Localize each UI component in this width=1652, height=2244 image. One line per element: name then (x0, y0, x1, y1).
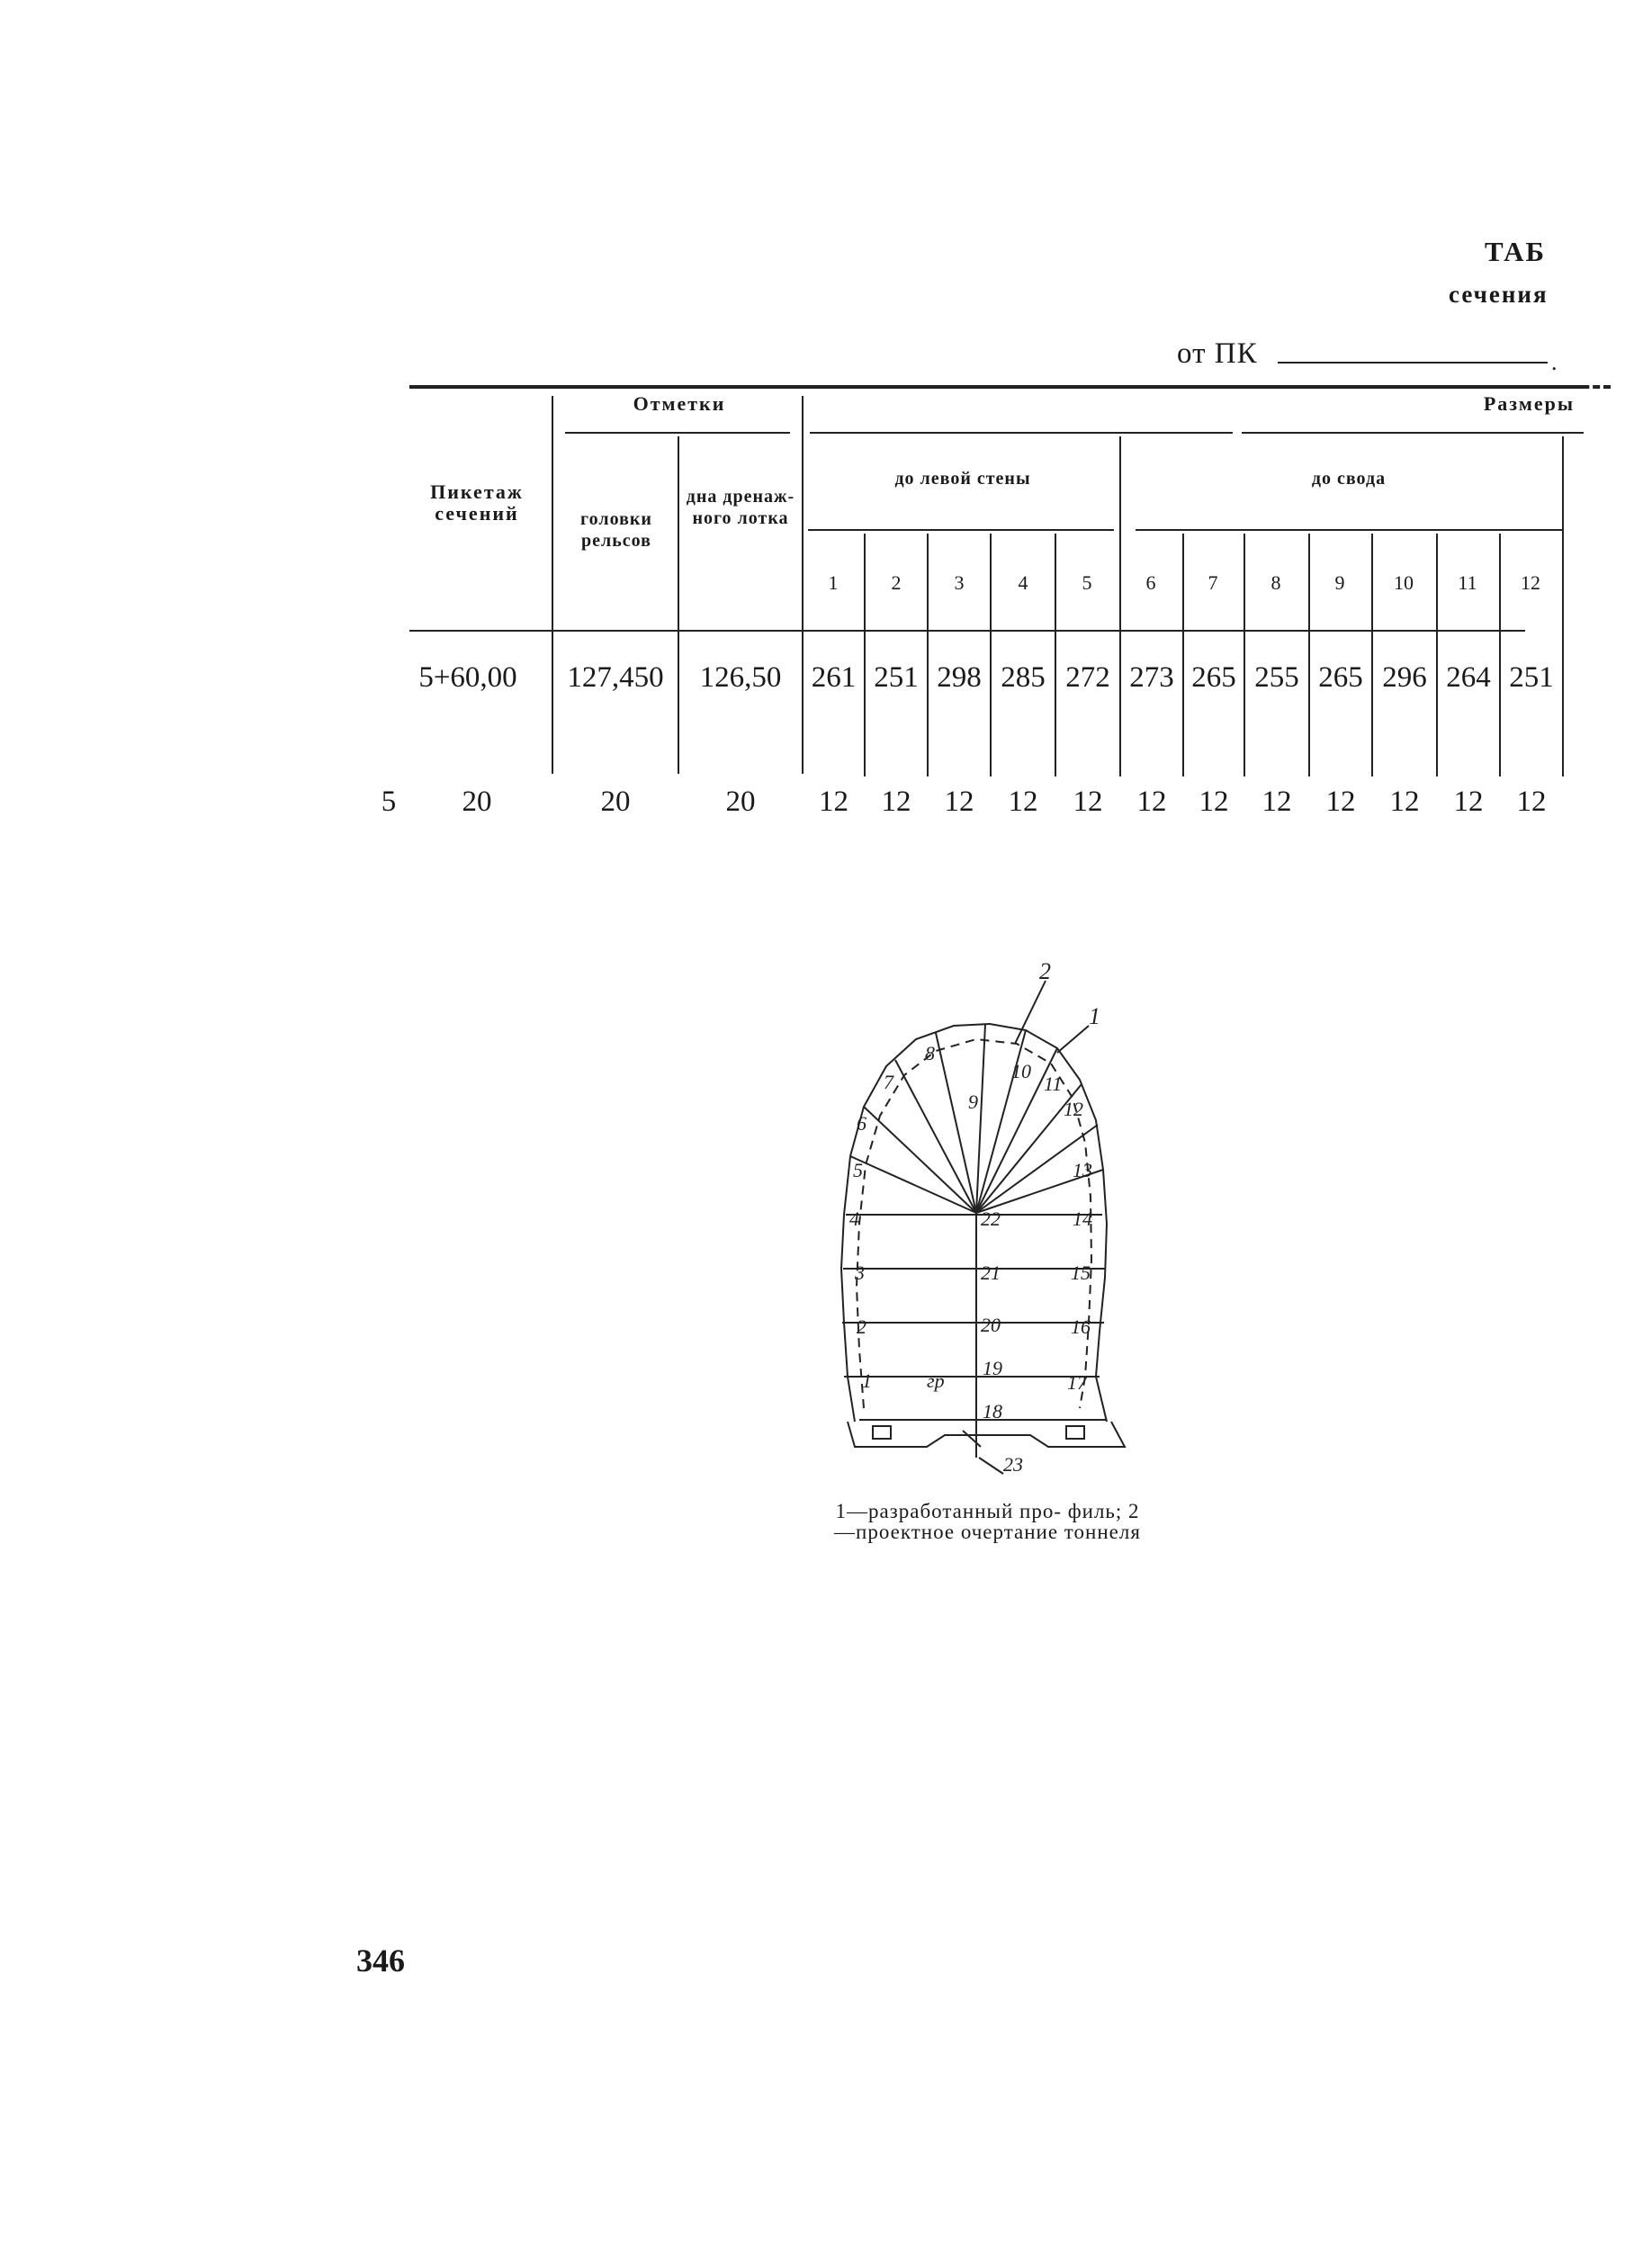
fig-label-14: 14 (1073, 1207, 1092, 1230)
vline-15 (1562, 436, 1564, 776)
fig-label-4: 4 (849, 1207, 859, 1230)
sub-left-wall-header: до левой стены (894, 469, 1031, 489)
colnum-1: 1 (828, 571, 839, 594)
fig-label-10: 10 (1011, 1060, 1031, 1082)
colnum-10: 10 (1394, 571, 1414, 594)
vline-6 (990, 534, 992, 776)
razmery-rule-left (810, 432, 1233, 434)
fig-label-19: 19 (983, 1357, 1002, 1379)
vline-1 (552, 396, 553, 774)
fig-label-gr: гр (927, 1369, 945, 1392)
cell-v3: 298 (937, 661, 982, 694)
colnum-4: 4 (1018, 571, 1028, 594)
cell-pikt: 5+60,00 (418, 661, 517, 694)
foot-first: 5 (381, 785, 397, 818)
foot-v6: 12 (1136, 785, 1167, 818)
foot-v2: 12 (881, 785, 911, 818)
fig-label-5: 5 (853, 1159, 863, 1181)
svod-rule (1136, 529, 1562, 531)
foot-v7: 12 (1199, 785, 1229, 818)
table-top-rule (409, 385, 1584, 389)
cell-v10: 296 (1382, 661, 1427, 694)
vline-11 (1308, 534, 1310, 776)
fig-label-17: 17 (1067, 1371, 1087, 1394)
foot-v4: 12 (1008, 785, 1038, 818)
foot-v11: 12 (1453, 785, 1484, 818)
colnum-8: 8 (1270, 571, 1281, 594)
fig-label-20: 20 (981, 1314, 1001, 1336)
fig-label-11: 11 (1044, 1073, 1063, 1095)
cell-v12: 251 (1509, 661, 1554, 694)
cell-v7: 265 (1191, 661, 1236, 694)
colnum-3: 3 (954, 571, 965, 594)
fig-label-13: 13 (1073, 1159, 1092, 1181)
cell-v1: 261 (811, 661, 857, 694)
figure-caption: 1—разработанный про- филь; 2—проектное очертание тоннеля (834, 1500, 1141, 1543)
fig-label-23: 23 (1003, 1453, 1023, 1476)
cell-v11: 264 (1446, 661, 1491, 694)
fig-label-2: 2 (857, 1315, 866, 1338)
colnum-5: 5 (1082, 571, 1092, 594)
table-subtitle: сечения (1449, 281, 1549, 308)
colnum-11: 11 (1458, 571, 1477, 594)
foot-v3: 12 (944, 785, 974, 818)
fig-label-3: 3 (855, 1261, 865, 1284)
tunnel-profile-diagram (810, 954, 1170, 1476)
foot-dna: 20 (725, 785, 756, 818)
fig-label-22: 22 (981, 1207, 1001, 1230)
from-pk-blank (1278, 362, 1548, 364)
fig-label-16: 16 (1071, 1315, 1091, 1338)
colnum-9: 9 (1334, 571, 1345, 594)
fig-label-12: 12 (1064, 1098, 1083, 1120)
foot-v9: 12 (1325, 785, 1356, 818)
table-top-rule-dash (1476, 385, 1611, 389)
callout-2: 2 (1039, 958, 1051, 984)
col-pikt-header: Пикетаж сечений (430, 480, 524, 525)
vline-7 (1055, 534, 1056, 776)
colnum-12: 12 (1521, 571, 1540, 594)
otmetki-rule (565, 432, 790, 434)
from-pk-label: от ПК (1177, 337, 1258, 370)
fig-label-1: 1 (862, 1369, 872, 1392)
vline-13 (1436, 534, 1438, 776)
page-number: 346 (356, 1943, 405, 1979)
colnum-7: 7 (1208, 571, 1218, 594)
header-bottom-rule (409, 630, 1525, 632)
sub-svod-header: до свода (1311, 469, 1387, 489)
vline-9 (1182, 534, 1184, 776)
vline-12 (1371, 534, 1373, 776)
cell-golovki: 127,450 (567, 661, 664, 694)
cell-v6: 273 (1129, 661, 1174, 694)
from-pk-dot: . (1551, 349, 1558, 375)
callout-1: 1 (1089, 1003, 1100, 1029)
developed-profile-outline (841, 1024, 1107, 1422)
col-golovki-header: головки рельсов (580, 509, 652, 551)
vline-4 (864, 534, 866, 776)
vline-5 (927, 534, 929, 776)
vline-10 (1243, 534, 1245, 776)
fig-label-15: 15 (1071, 1261, 1091, 1284)
cell-dna: 126,50 (699, 661, 782, 694)
foot-v10: 12 (1389, 785, 1420, 818)
vline-3 (802, 396, 804, 774)
vline-14 (1499, 534, 1501, 776)
fig-label-21: 21 (981, 1261, 1001, 1284)
cell-v4: 285 (1001, 661, 1046, 694)
cell-v9: 265 (1318, 661, 1363, 694)
cell-v5: 272 (1065, 661, 1110, 694)
fig-label-9: 9 (968, 1091, 978, 1113)
foot-v1: 12 (819, 785, 848, 818)
group-razmery-header: Размеры (1483, 392, 1575, 415)
col-dna-header: дна дренаж- ного лотка (686, 487, 795, 528)
foot-v8: 12 (1261, 785, 1292, 818)
fig-label-18: 18 (983, 1400, 1002, 1423)
cell-v2: 251 (874, 661, 919, 694)
fig-label-7: 7 (884, 1071, 893, 1093)
fig-label-6: 6 (857, 1112, 866, 1135)
vline-2 (678, 436, 679, 774)
table-title: ТАБ (1485, 236, 1547, 267)
cell-v8: 255 (1254, 661, 1299, 694)
left-wall-rule (808, 529, 1114, 531)
colnum-6: 6 (1145, 571, 1156, 594)
foot-v12: 12 (1516, 785, 1547, 818)
fig-label-8: 8 (925, 1042, 935, 1064)
foot-pikt: 20 (462, 785, 492, 818)
foot-golovki: 20 (600, 785, 631, 818)
foot-v5: 12 (1073, 785, 1103, 818)
colnum-2: 2 (891, 571, 902, 594)
razmery-rule-right (1242, 432, 1584, 434)
vline-8 (1119, 436, 1121, 776)
group-otmetki-header: Отметки (633, 392, 726, 415)
